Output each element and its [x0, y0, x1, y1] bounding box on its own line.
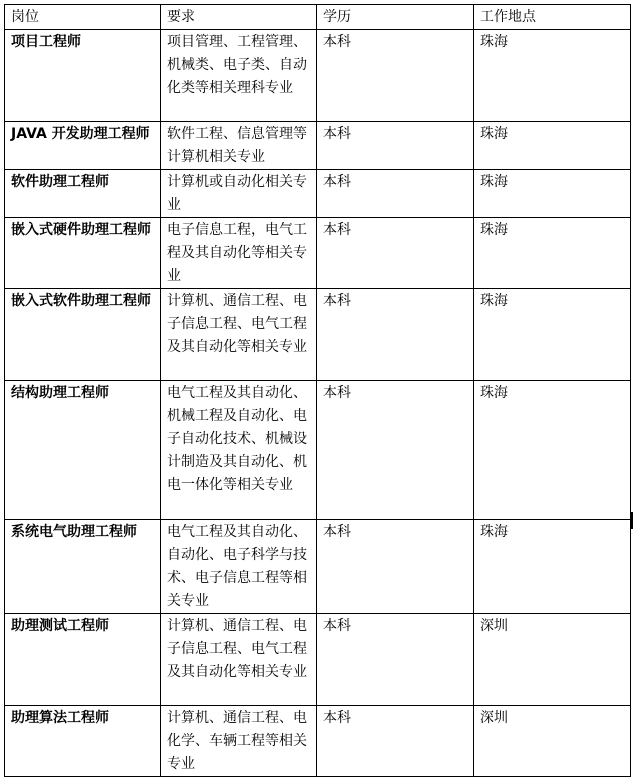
position-cell: 软件助理工程师	[5, 170, 161, 218]
education-cell: 本科	[317, 520, 474, 614]
location-cell: 珠海	[474, 30, 631, 122]
table-row	[5, 614, 631, 706]
text-cursor	[631, 512, 633, 529]
requirement-cell: 电子信息工程，电气工程及其自动化等相关专业	[161, 218, 317, 289]
location-cell: 珠海	[474, 381, 631, 520]
requirement-cell: 计算机、通信工程、电子信息工程、电气工程及其自动化等相关专业	[161, 614, 317, 706]
position-cell: 结构助理工程师	[5, 381, 161, 520]
position-cell: JAVA 开发助理工程师	[5, 122, 161, 170]
location-cell: 珠海	[474, 520, 631, 614]
requirement-cell: 项目管理、工程管理、机械类、电子类、自动化类等相关理科专业	[161, 30, 317, 122]
location-cell: 深圳	[474, 706, 631, 777]
table-row	[5, 218, 631, 289]
requirement-cell: 电气工程及其自动化、自动化、电子科学与技术、电子信息工程等相关专业	[161, 520, 317, 614]
education-cell: 本科	[317, 218, 474, 289]
requirement-cell: 计算机、通信工程、电化学、车辆工程等相关专业	[161, 706, 317, 777]
table-row	[5, 170, 631, 218]
education-cell: 本科	[317, 706, 474, 777]
table-row	[5, 289, 631, 381]
education-cell: 本科	[317, 30, 474, 122]
location-cell: 珠海	[474, 170, 631, 218]
education-cell: 本科	[317, 170, 474, 218]
position-cell: 助理算法工程师	[5, 706, 161, 777]
position-cell: 项目工程师	[5, 30, 161, 122]
requirement-cell: 电气工程及其自动化、机械工程及自动化、电子自动化技术、机械设计制造及其自动化、机电一体化等相关专业	[161, 381, 317, 520]
position-cell: 嵌入式软件助理工程师	[5, 289, 161, 381]
header-requirement: 要求	[161, 5, 317, 30]
table-row	[5, 706, 631, 777]
header-education: 学历	[317, 5, 474, 30]
position-cell: 系统电气助理工程师	[5, 520, 161, 614]
education-cell: 本科	[317, 381, 474, 520]
job-table	[4, 4, 631, 777]
requirement-cell: 计算机或自动化相关专业	[161, 170, 317, 218]
requirement-cell: 软件工程、信息管理等计算机相关专业	[161, 122, 317, 170]
requirement-cell: 计算机、通信工程、电子信息工程、电气工程及其自动化等相关专业	[161, 289, 317, 381]
position-cell: 嵌入式硬件助理工程师	[5, 218, 161, 289]
table-header-row	[5, 5, 631, 30]
header-position: 岗位	[5, 5, 161, 30]
table-row	[5, 381, 631, 520]
education-cell: 本科	[317, 122, 474, 170]
header-location: 工作地点	[474, 5, 631, 30]
table-row	[5, 122, 631, 170]
location-cell: 珠海	[474, 218, 631, 289]
location-cell: 珠海	[474, 122, 631, 170]
location-cell: 深圳	[474, 614, 631, 706]
table-row	[5, 520, 631, 614]
position-cell: 助理测试工程师	[5, 614, 161, 706]
table-row	[5, 30, 631, 122]
education-cell: 本科	[317, 614, 474, 706]
location-cell: 珠海	[474, 289, 631, 381]
education-cell: 本科	[317, 289, 474, 381]
